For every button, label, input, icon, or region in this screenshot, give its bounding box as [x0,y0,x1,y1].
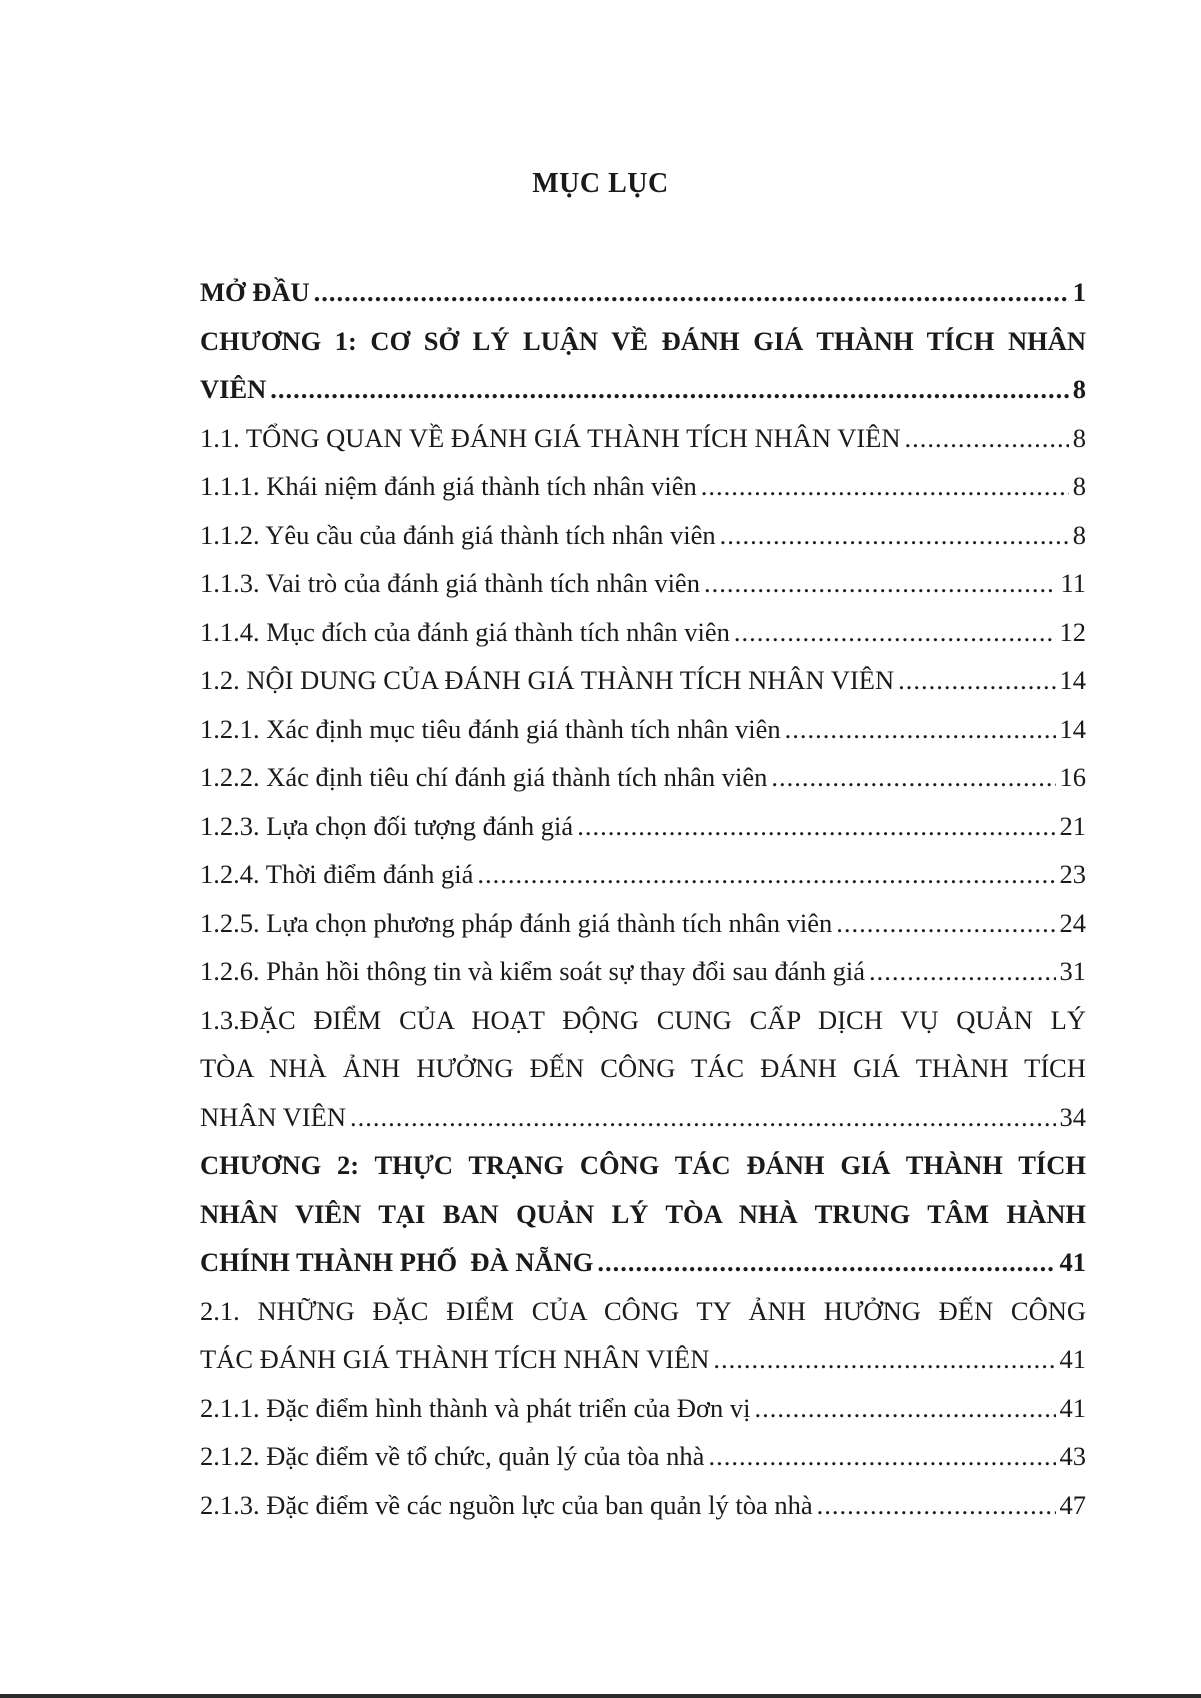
toc-page-number: 12 [1059,616,1086,647]
toc-chapter-1-heading[interactable]: CHƯƠNG 1: CƠ SỞ LÝ LUẬN VỀ ĐÁNH GIÁ THÀNH TÍCH NHÂN [200,325,1086,356]
toc-entry-1-2[interactable] [200,656,1086,705]
toc-entry-label: 1.2.2. Xác định tiêu chí đánh giá thành tích nhân viên [200,762,768,792]
toc-entry-2-1-heading[interactable]: 2.1. NHỮNG ĐẶC ĐIỂM CỦA CÔNG TY ẢNH HƯỞNG ĐẾN CÔNG [200,1295,1086,1326]
dot-leader [708,1432,1055,1481]
toc-entry-1-2-6[interactable] [200,947,1086,996]
toc-entry-1-3-line[interactable]: 1.3.ĐẶC ĐIỂM CỦA HOẠT ĐỘNG CUNG CẤP DỊCH VỤ QUẢN LÝ [200,1004,1086,1035]
dot-leader [597,1238,1055,1287]
toc-entry-2-1-2[interactable] [200,1432,1086,1481]
toc-page-number: 43 [1059,1441,1086,1471]
dot-leader [720,511,1069,560]
toc-entry-label: 1.2.4. Thời điểm đánh giá [200,859,474,889]
toc-page-number: 23 [1059,859,1086,889]
toc-page-number: 41 [1059,1247,1086,1277]
dot-leader [713,1335,1055,1384]
dot-leader [270,365,1068,414]
toc-entry-label: NHÂN VIÊN [200,1101,346,1132]
toc-entry-label: 1.1.1. Khái niệm đánh giá thành tích nhân viên [200,471,697,501]
dot-leader [771,753,1055,802]
toc-entry-2-1[interactable] [200,1335,1086,1384]
toc-entry-1-2-5[interactable] [200,899,1086,948]
toc-entry-2-1-1[interactable] [200,1384,1086,1433]
toc-page-number: 47 [1059,1489,1086,1520]
toc-entry-label: 2.1.2. Đặc điểm về tổ chức, quản lý của tòa nhà [200,1441,705,1471]
dot-leader [350,1093,1056,1142]
toc-chapter-2-line[interactable]: NHÂN VIÊN TẠI BAN QUẢN LÝ TÒA NHÀ TRUNG TÂM HÀNH [200,1198,1086,1229]
toc-page-number: 8 [1072,374,1086,404]
toc-entry-label: 1.2.1. Xác định mục tiêu đánh giá thành tích nhân viên [200,713,781,744]
toc-entry-1-2-2[interactable] [200,753,1086,802]
toc-entry-label: MỞ ĐẦU [200,277,310,307]
toc-entry-label: VIÊN [200,374,267,404]
toc-entry-chapter-2[interactable] [200,1238,1086,1287]
toc-entry-1-2-4[interactable] [200,850,1086,899]
toc-entry-1-1[interactable] [200,414,1086,463]
toc-page-number: 14 [1059,665,1086,695]
toc-entry-label: 1.2.3. Lựa chọn đối tượng đánh giá [200,810,574,841]
dot-leader [817,1481,1056,1530]
toc-page-number: 31 [1059,956,1086,986]
toc-entry-1-3-line[interactable]: TÒA NHÀ ẢNH HƯỞNG ĐẾN CÔNG TÁC ĐÁNH GIÁ THÀNH TÍCH [200,1053,1086,1083]
dot-leader [477,850,1055,899]
toc-page-number: 41 [1059,1392,1086,1423]
toc-entry-1-2-1[interactable] [200,705,1086,754]
toc-page-number: 8 [1072,422,1086,453]
toc-entry-1-1-3[interactable] [200,559,1086,608]
toc-entry-label: TÁC ĐÁNH GIÁ THÀNH TÍCH NHÂN VIÊN [200,1344,710,1374]
page-title: MỤC LỤC [532,168,669,199]
dot-leader [869,947,1055,996]
toc-entry-label: CHÍNH THÀNH PHỐ ĐÀ NẴNG [200,1247,594,1277]
dot-leader [836,899,1055,948]
toc-page-number: 8 [1072,519,1086,550]
dot-leader [704,559,1057,608]
toc-entry-label: 1.1. TỔNG QUAN VỀ ĐÁNH GIÁ THÀNH TÍCH NHÂN VIÊN [200,422,901,453]
toc-entry-2-1-3[interactable] [200,1481,1086,1530]
dot-leader [314,268,1069,317]
toc-page-number: 24 [1059,907,1086,938]
toc-entry-label: 1.2.5. Lựa chọn phương pháp đánh giá thành tích nhân viên [200,907,833,938]
toc-page-number: 34 [1059,1101,1086,1132]
toc-entry-1-1-4[interactable] [200,608,1086,657]
dot-leader [701,462,1069,511]
toc-entry-label: 1.2. NỘI DUNG CỦA ĐÁNH GIÁ THÀNH TÍCH NHÂN VIÊN [200,665,895,695]
toc-entry-1-1-2[interactable] [200,511,1086,560]
toc-entry-chapter-1[interactable] [200,365,1086,414]
table-of-contents [200,268,1086,1529]
dot-leader [577,802,1055,851]
toc-entry-label: 1.1.4. Mục đích của đánh giá thành tích nhân viên [200,616,730,647]
toc-chapter-2-line[interactable]: CHƯƠNG 2: THỰC TRẠNG CÔNG TÁC ĐÁNH GIÁ THÀNH TÍCH [200,1150,1086,1180]
page-bottom-edge [0,1694,1201,1698]
dot-leader [734,608,1056,657]
toc-page-number: 11 [1060,568,1086,598]
dot-leader [785,705,1056,754]
toc-page-number: 41 [1059,1344,1086,1374]
toc-page-number: 16 [1059,762,1086,792]
toc-entry-label: 2.1.3. Đặc điểm về các nguồn lực của ban quản lý tòa nhà [200,1489,813,1520]
toc-entry-label: 2.1.1. Đặc điểm hình thành và phát triển của Đơn vị [200,1392,751,1423]
toc-entry-label: 1.1.3. Vai trò của đánh giá thành tích nhân viên [200,568,700,598]
dot-leader [905,414,1069,463]
toc-entry-label: 1.2.6. Phản hồi thông tin và kiểm soát sự thay đổi sau đánh giá [200,956,866,986]
toc-entry-1-3[interactable] [200,1093,1086,1142]
toc-page-number: 14 [1059,713,1086,744]
toc-entry-intro[interactable] [200,268,1086,317]
toc-page-number: 1 [1072,277,1086,307]
dot-leader [898,656,1055,705]
dot-leader [755,1384,1056,1433]
toc-entry-label: 1.1.2. Yêu cầu của đánh giá thành tích nhân viên [200,519,716,550]
toc-page-number: 8 [1072,471,1086,501]
toc-entry-1-2-3[interactable] [200,802,1086,851]
toc-page-number: 21 [1059,810,1086,841]
toc-entry-1-1-1[interactable] [200,462,1086,511]
